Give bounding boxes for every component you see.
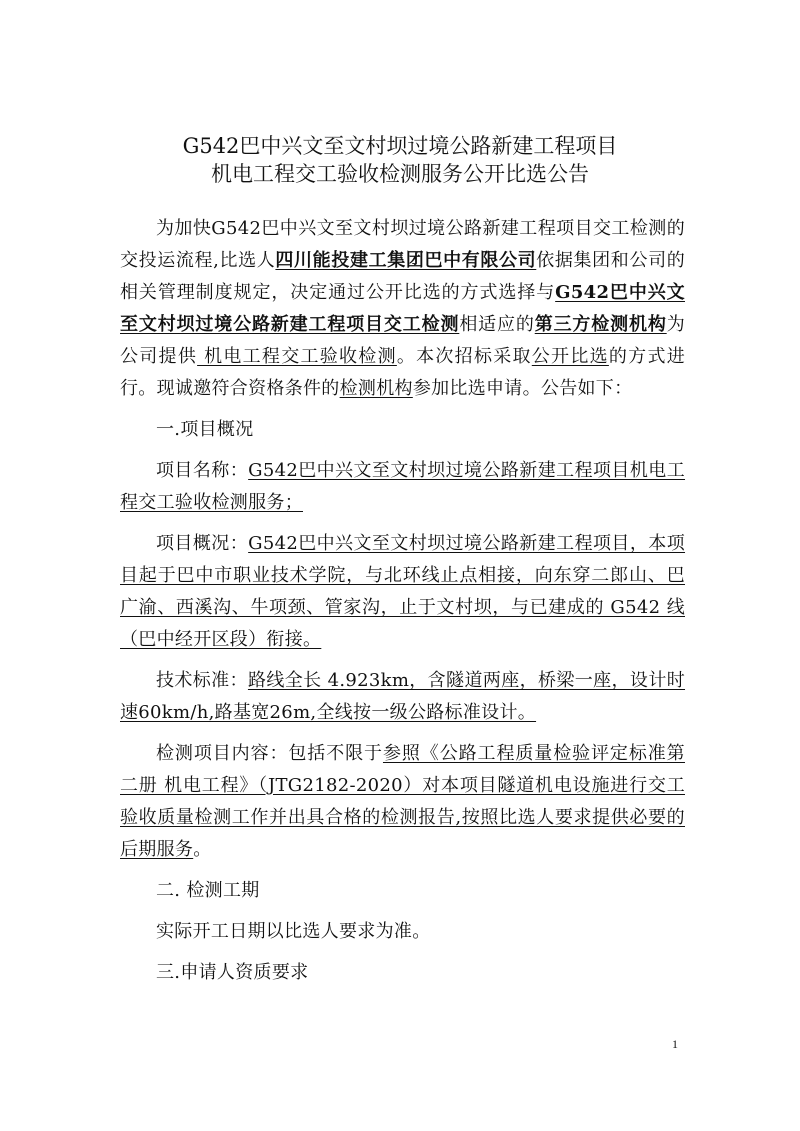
document-body [120,213,685,998]
document-title-line-1: G542巴中兴文至文村坝过境公路新建工程项目 [182,134,618,158]
intro-text: 参加比选申请。公告如下： [412,378,633,399]
section-3-heading: 三.申请人资质要求 [156,962,309,983]
procurement-method: 公开比选 [531,346,609,367]
inspection-content-value: 参照《公路工程质量检验评定标准第二册 机电工程》（JTG2182-2020）对本项目隧道机电设施进行交工验收质量检测工作并出具合格的检测报告,按照比选人要求提供必要的后期服务 [120,743,685,860]
inspection-content-label: 检测项目内容：包括不限于 [156,743,383,764]
intro-text: 为加快G542巴中兴文至文村坝过境公路新建工程项目交工检测的交投运流程,比选人 [120,218,685,271]
intro-text: 的方式进行。现诚邀符合资格条件的 [120,346,686,399]
schedule-paragraph: 实际开工日期以比选人要求为准。 [156,921,431,942]
tech-standard-value: 路线全长 4.923km，含隧道两座，桥梁一座，设计时速60km/h,路基宽26m,全线按一级公路标准设计。 [120,670,686,723]
intro-text: 相适应的 [459,314,535,335]
page-number: 1 [672,1037,678,1051]
project-overview-label: 项目概况： [156,533,249,554]
intro-text: 为公司提供 [120,314,685,367]
inspection-content-paragraph [120,738,685,866]
project-overview-paragraph [120,528,685,656]
project-overview-value: G542巴中兴文至文村坝过境公路新建工程项目，本项目起于巴中市职业技术学院，与北环线止点相接，向东穿二郎山、巴广渝、西溪沟、牛项颈、管家沟，止于文村坝，与已建成的 G542 线（巴中经开区段）衔接。 [120,533,686,650]
document-title-line-2: 机电工程交工验收检测服务公开比选公告 [211,162,589,186]
intro-paragraph [120,213,685,405]
project-reference: G542巴中兴文至文村坝过境公路新建工程项目交工检测 [120,282,685,335]
tech-standard-label: 技术标准： [156,670,248,691]
tech-standard-paragraph [120,665,685,729]
third-party-agency: 第三方检测机构 [534,314,667,335]
selector-company: 四川能投建工集团巴中有限公司 [275,250,537,271]
section-1-heading: 一.项目概况 [156,419,254,440]
project-name-value: G542巴中兴文至文村坝过境公路新建工程项目机电工程交工验收检测服务； [120,460,686,513]
project-name-paragraph [120,455,685,519]
intro-text: 依据集团和公司的相关管理制度规定，决定通过公开比选的方式选择与 [120,250,686,303]
section-2-heading: 二. 检测工期 [156,880,260,901]
inspection-content-tail: 。 [193,839,212,860]
project-name-label: 项目名称： [156,460,249,481]
service-name: 机电工程交工验收检测 [197,346,397,367]
intro-text: 。本次招标采取 [396,346,532,367]
eligible-agency: 检测机构 [339,378,413,399]
